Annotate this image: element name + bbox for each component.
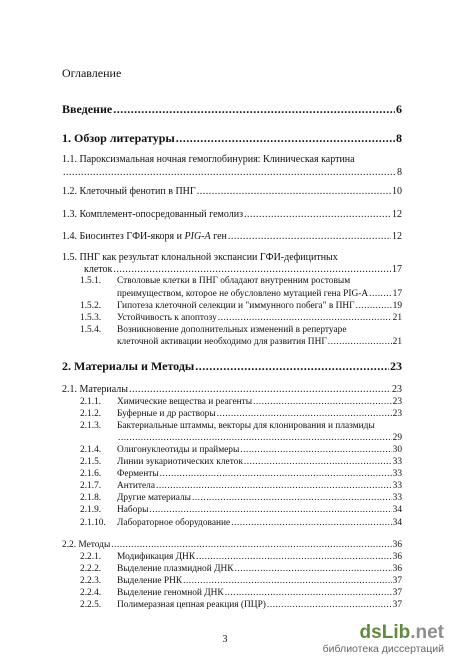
- dot-leader: [225, 588, 392, 598]
- toc-entry-title: 1.3. Комплемент-опосредованный гемолиз: [62, 209, 244, 220]
- toc-entry-title: Выделение РНК: [117, 576, 183, 586]
- toc-entry-2-1-1[interactable]: 2.1.1. Химические вещества и реагенты ..... 23: [80, 397, 402, 407]
- toc-entry-title: клеточной активации необходимо для развития ПНГ: [117, 337, 327, 347]
- toc-entry-title: Лабораторное оборудование: [117, 518, 231, 528]
- toc-entry-title: Введение: [62, 102, 113, 116]
- toc-entry-title: Линии эукариотических клеток: [117, 457, 243, 467]
- toc-entry-1-5-4[interactable]: [117, 337, 402, 347]
- toc-page-number: 36: [392, 552, 402, 562]
- toc-page-number: 37: [392, 576, 402, 586]
- toc-page-number: 21: [392, 337, 402, 347]
- toc-page-number: 10: [392, 186, 402, 197]
- toc-page-number: 23: [390, 359, 402, 373]
- toc-page-number: 23: [392, 397, 402, 407]
- toc-page-number: 8: [396, 131, 402, 145]
- toc-entry-title: Гипотеза клеточной селекции и "иммунного побега" в ПНГ: [117, 301, 355, 311]
- toc-page-number: 21: [392, 313, 402, 323]
- dot-leader: [228, 231, 391, 242]
- toc-page-number: 36: [392, 564, 402, 574]
- toc-entry-title: 2.1. Материалы: [62, 384, 128, 395]
- toc-page-number: 29: [392, 433, 402, 443]
- toc-entry-chapter-2[interactable]: [62, 359, 402, 374]
- toc-entry-title: Выделение плазмидной ДНК: [117, 564, 234, 574]
- toc-entry-2-1-2[interactable]: 2.1.2. Буферные и др растворы ..... 23: [80, 409, 402, 419]
- toc-page-number: 30: [392, 445, 402, 455]
- toc-entry-1-1[interactable]: [62, 167, 402, 178]
- toc-entry-2-1-9[interactable]: 2.1.9. Наборы ..... 34: [80, 505, 402, 515]
- dot-leader: [63, 167, 396, 178]
- dot-leader: [176, 131, 395, 146]
- toc-page-number: 33: [392, 469, 402, 479]
- dot-leader: [328, 337, 392, 347]
- toc-page-number: 33: [392, 481, 402, 491]
- toc-page-number: 37: [392, 600, 402, 610]
- toc-entry-1-1-line1[interactable]: 1.1. Пароксизмальная ночная гемоглобинурия: Клиническая картина: [62, 154, 355, 165]
- toc-page-number: 23: [392, 409, 402, 419]
- toc-page-number: 17: [392, 289, 402, 299]
- toc-entry-introduction[interactable]: [62, 102, 402, 117]
- dot-leader: [231, 518, 391, 528]
- site-watermark[interactable]: [323, 623, 444, 656]
- toc-entry-2-1[interactable]: [62, 384, 402, 395]
- toc-entry-title: Олигонуклеотиды и праймеры: [117, 445, 240, 455]
- toc-page-number: 19: [392, 301, 402, 311]
- watermark-tagline: библиотека диссертаций: [322, 643, 444, 655]
- toc-entry-title: 1.4. Биосинтез ГФИ-якоря и PIG-A ген: [62, 231, 227, 242]
- dot-leader: [192, 493, 392, 503]
- dot-leader: [253, 397, 392, 407]
- toc-entry-title: 1.2. Клеточный фенотип в ПНГ: [62, 186, 196, 197]
- toc-entry-1-3[interactable]: [62, 209, 402, 220]
- toc-entry-1-5-4-line1[interactable]: 1.5.4. Возникновение дополнительных изменений в репертуаре: [80, 325, 347, 335]
- toc-entry-2-1-3-line1[interactable]: 2.1.3. Бактериальные штаммы, векторы для клонирования и плазмиды: [80, 421, 375, 431]
- toc-entry-2-2-5[interactable]: 2.2.5. Полимеразная цепная реакция (ПЦР) ..... 37: [80, 600, 402, 610]
- toc-entry-chapter-1[interactable]: [62, 131, 402, 146]
- toc-entry-1-5-2[interactable]: 1.5.2. Гипотеза клеточной селекции и "иммунного побега" в ПНГ ..... 19: [80, 301, 402, 311]
- dot-leader: [244, 457, 392, 467]
- toc-entry-title: Выделение геномной ДНК: [117, 588, 224, 598]
- dot-leader: [113, 264, 391, 275]
- toc-entry-title: Модификация ДНК: [117, 552, 196, 562]
- toc-entry-1-5-3[interactable]: 1.5.3. Устойчивость к апоптозу ..... 21: [80, 313, 402, 323]
- watermark-logo: dsLib.net: [359, 622, 444, 643]
- page-number: 3: [222, 634, 228, 645]
- dot-leader: [197, 186, 391, 197]
- dot-leader: [113, 102, 395, 117]
- toc-page-number: 34: [392, 518, 402, 528]
- toc-entry-title: 1. Обзор литературы: [62, 131, 175, 145]
- toc-page-number: 17: [392, 264, 402, 275]
- toc-entry-2-1-3[interactable]: [117, 433, 402, 443]
- toc-page-number: 33: [392, 493, 402, 503]
- dot-leader: [218, 313, 392, 323]
- dot-leader: [195, 359, 389, 374]
- toc-entry-2-1-7[interactable]: 2.1.7. Антитела ..... 33: [80, 481, 402, 491]
- dot-leader: [267, 600, 392, 610]
- dot-leader: [111, 540, 391, 550]
- gene-name-italic: PIG-A: [184, 231, 211, 242]
- toc-page-number: 8: [397, 167, 402, 178]
- toc-entry-title: 2.2. Методы: [62, 540, 111, 550]
- toc-page-number: 12: [392, 209, 402, 220]
- toc-entry-1-5-line1[interactable]: 1.5. ПНГ как результат клональной экспансии ГФИ-дефицитных: [62, 252, 338, 263]
- toc-entry-2-2[interactable]: [62, 540, 402, 550]
- toc-page-number: 33: [392, 457, 402, 467]
- dot-leader: [118, 433, 392, 443]
- dot-leader: [160, 469, 392, 479]
- toc-entry-title: 2. Материалы и Методы: [62, 359, 195, 373]
- toc-entry-1-5-1-line1[interactable]: 1.5.1. Стволовые клетки в ПНГ обладают внутренним ростовым: [80, 276, 351, 286]
- toc-entry-2-1-10[interactable]: 2.1.10. Лабораторное оборудование ..... 34: [80, 518, 402, 528]
- toc-entry-2-1-5[interactable]: 2.1.5. Линии эукариотических клеток ..... 33: [80, 457, 402, 467]
- toc-entry-1-5[interactable]: [84, 264, 402, 275]
- toc-heading: Оглавление: [62, 66, 122, 80]
- toc-entry-2-2-1[interactable]: 2.2.1. Модификация ДНК ..... 36: [80, 552, 402, 562]
- dot-leader: [129, 384, 391, 395]
- toc-entry-title: Ферменты: [117, 469, 159, 479]
- toc-entry-2-1-4[interactable]: 2.1.4. Олигонуклеотиды и праймеры ..... 30: [80, 445, 402, 455]
- toc-entry-title: Полимеразная цепная реакция (ПЦР): [117, 600, 266, 610]
- dot-leader: [244, 209, 391, 220]
- toc-entry-title: Наборы: [117, 505, 149, 515]
- toc-page-number: 36: [392, 540, 402, 550]
- toc-page-number: 6: [396, 102, 402, 116]
- dot-leader: [156, 481, 392, 491]
- toc-entry-2-1-6[interactable]: 2.1.6. Ферменты ..... 33: [80, 469, 402, 479]
- toc-entry-title: клеток: [84, 264, 113, 275]
- toc-entry-1-4[interactable]: [62, 231, 402, 242]
- toc-entry-1-2[interactable]: [62, 186, 402, 197]
- toc-entry-2-2-3[interactable]: 2.2.3. Выделение РНК ..... 37: [80, 576, 402, 586]
- toc-page-number: 23: [392, 384, 402, 395]
- toc-page-number: 34: [392, 505, 402, 515]
- toc-page-number: 37: [392, 588, 402, 598]
- toc-entry-title: Устойчивость к апоптозу: [117, 313, 217, 323]
- toc-page-number: 12: [392, 231, 402, 242]
- dot-leader: [196, 552, 392, 562]
- dot-leader: [240, 445, 391, 455]
- toc-entry-2-1-8[interactable]: 2.1.8. Другие материалы ..... 33: [80, 493, 402, 503]
- dot-leader: [235, 564, 392, 574]
- dot-leader: [183, 576, 392, 586]
- toc-entry-title: Другие материалы: [117, 493, 191, 503]
- dot-leader: [356, 301, 392, 311]
- toc-entry-title: Антитела: [117, 481, 155, 491]
- toc-entry-1-5-1[interactable]: [117, 289, 402, 299]
- toc-entry-2-2-4[interactable]: 2.2.4. Выделение геномной ДНК ..... 37: [80, 588, 402, 598]
- toc-entry-title: Буферные и др растворы: [117, 409, 216, 419]
- dot-leader: [149, 505, 391, 515]
- dot-leader: [217, 409, 392, 419]
- toc-entry-title: Химические вещества и реагенты: [117, 397, 253, 407]
- toc-entry-2-2-2[interactable]: 2.2.2. Выделение плазмидной ДНК ..... 36: [80, 564, 402, 574]
- toc-entry-title: преимуществом, которое не обусловлено мутацией гена PIG-A: [117, 289, 369, 299]
- dot-leader: [369, 289, 391, 299]
